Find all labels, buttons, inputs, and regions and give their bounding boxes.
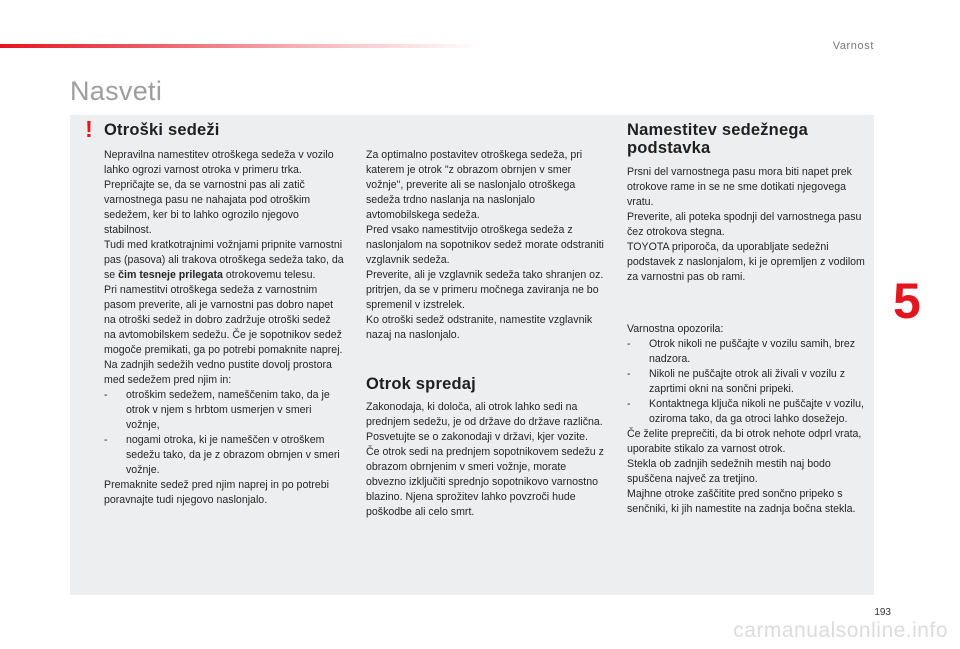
list-item-text: Kontaktnega ključa nikoli ne puščajte v vozilu, oziroma tako, da ga otroci lahko dosežejo.: [649, 398, 864, 425]
heading-child-seats: Otroški sedeži: [104, 121, 220, 139]
paragraph: Prsni del varnostnega pasu mora biti napet prek otrokove rame in se ne sme dotikati njegovega vratu.: [627, 166, 852, 208]
header-accent-bar: [0, 44, 480, 48]
paragraph: Preverite, ali poteka spodnji del varnostnega pasu čez otrokova stegna.: [627, 211, 862, 238]
text: Tudi med kratkotrajnimi vožnjami pripnite varnostni pas (pasova) ali trakova otroškega sedeža tako, da se: [104, 239, 344, 281]
section-name: Varnost: [832, 40, 874, 52]
column-2-lower: [366, 400, 606, 520]
list-item: [627, 337, 871, 367]
column-1: [104, 148, 344, 508]
paragraph: Če želite preprečiti, da bi otrok nehote odprl vrata, uporabite stikalo za varnost otrok.: [627, 428, 862, 455]
page-number: 193: [874, 607, 891, 618]
dash: -: [104, 434, 108, 446]
page-title: Nasveti: [70, 76, 163, 106]
heading-booster: Namestitev sedežnega podstavka: [627, 121, 808, 157]
chapter-number: 5: [893, 273, 921, 329]
list-item: [104, 388, 344, 433]
paragraph: Pri namestitvi otroškega sedeža z varnostnim pasom preverite, ali je varnostni pas dobro napet na otroški sedež in dobro zadržuje otroški sedež na avtomobilskem sedežu. Če je sopotnikov sedež mogoče premikati, ga po potrebi pomaknite naprej.: [104, 284, 343, 356]
paragraph: Prepričajte se, da se varnostni pas ali zatič varnostnega pasu ne nahajata pod otroškim sedežem, ker bi to lahko ogrozilo njegovo stabilnost.: [104, 179, 311, 236]
paragraph: Varnostna opozorila:: [627, 323, 724, 335]
paragraph: Ko otroški sedež odstranite, namestite vzglavnik nazaj na naslonjalo.: [366, 314, 593, 341]
heading-child-front: Otrok spredaj: [366, 375, 476, 393]
list-item: [627, 397, 871, 427]
paragraph: Premaknite sedež pred njim naprej in po potrebi poravnajte tudi njegovo naslonjalo.: [104, 479, 329, 506]
dash: -: [627, 368, 631, 380]
paragraph: Če otrok sedi na prednjem sopotnikovem sedežu z obrazom obrnjenim v smeri vožnje, morate obvezno izključiti sprednjo sopotnikovo varnostno blazino. Njena sprožitev lahko povzroči hude poškodbe ali celo smrt.: [366, 446, 604, 518]
list-item: [627, 367, 871, 397]
emphasis: čim tesneje prilegata: [118, 269, 223, 281]
list-item-text: nogami otroka, ki je nameščen v otroškem sedežu tako, da je z obrazom obrnjen v smeri vožnje.: [126, 434, 340, 476]
paragraph: Majhne otroke zaščitite pred sončno pripeko s senčniki, ki jih namestite na zadnja bočna stekla.: [627, 488, 856, 515]
paragraph: Na zadnjih sedežih vedno pustite dovolj prostora med sedežem pred njim in:: [104, 359, 332, 386]
paragraph: Nepravilna namestitev otroškega sedeža v vozilo lahko ogrozi varnost otroka v primeru trka.: [104, 149, 334, 176]
column-3: [627, 165, 871, 285]
paragraph: Zakonodaja, ki določa, ali otrok lahko sedi na prednjem sedežu, je od države do države različna. Posvetujte se o zakonodaji v državi, kjer vozite.: [366, 401, 603, 443]
dash: -: [627, 338, 631, 350]
column-3-lower: [627, 322, 871, 517]
list-item-text: Otrok nikoli ne puščajte v vozilu samih, brez nadzora.: [649, 338, 856, 365]
text: otrokovemu telesu.: [222, 269, 316, 281]
paragraph: TOYOTA priporoča, da uporabljate sedežni podstavek z naslonjalom, ki je opremljen z vodilom za varnostni pas ob rami.: [627, 241, 865, 283]
list-item-text: Nikoli ne puščajte otrok ali živali v vozilu z zaprtimi okni na sončni pripeki.: [649, 368, 846, 395]
paragraph: [104, 238, 344, 283]
paragraph: Preverite, ali je vzglavnik sedeža tako shranjen oz. pritrjen, da se v primeru močnega zaviranja ne bo spremenil v izstrelek.: [366, 269, 604, 311]
dash: -: [627, 398, 631, 410]
column-2: [366, 148, 606, 343]
paragraph: Za optimalno postavitev otroškega sedeža, pri katerem je otrok "z obrazom obrnjen v smer vožnje", preverite ali se naslonjalo otroškega sedeža trdno naslanja na naslonjalo avtomobilskega sedeža.: [366, 149, 583, 221]
dash: -: [104, 389, 108, 401]
paragraph: Pred vsako namestitvijo otroškega sedeža z naslonjalom na sopotnikov sedež morate odstraniti vzglavnik sedeža.: [366, 224, 604, 266]
watermark: carmanualsonline.info: [733, 619, 948, 642]
paragraph: Stekla ob zadnjih sedežnih mestih naj bodo spuščena največ za tretjino.: [627, 458, 831, 485]
warning-icon: !: [85, 116, 93, 142]
list-item-text: otroškim sedežem, nameščenim tako, da je otrok v njem s hrbtom usmerjen v smeri vožnje,: [126, 389, 330, 431]
list-item: [104, 433, 344, 478]
